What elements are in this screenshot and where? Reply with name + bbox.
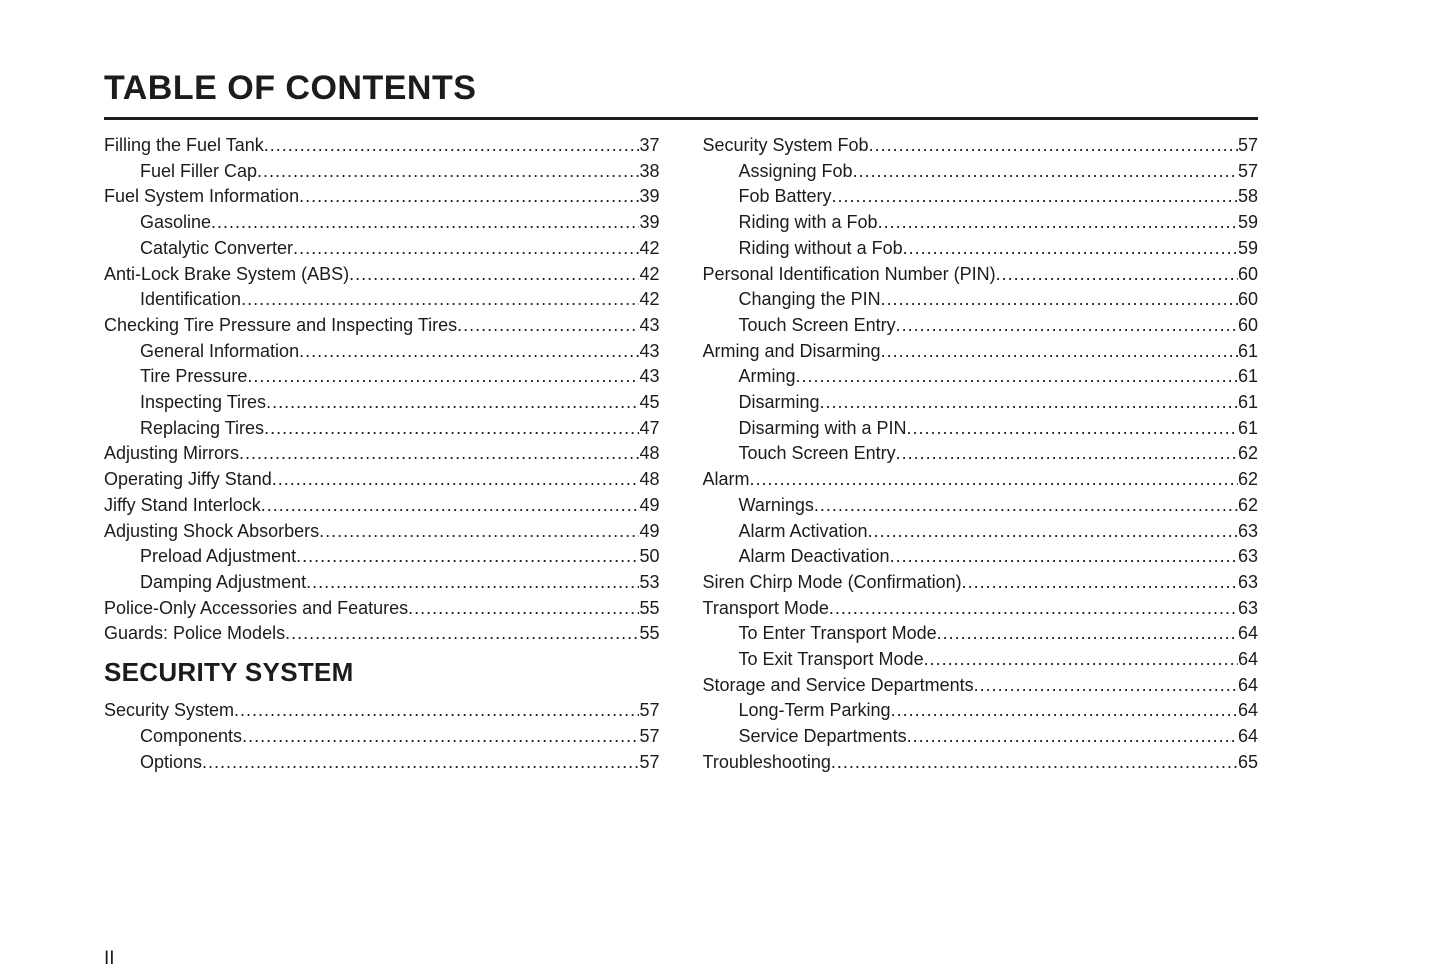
toc-entry — [703, 467, 1259, 493]
toc-entry-page: 49 — [639, 520, 660, 541]
toc-entry-page: 50 — [639, 546, 660, 567]
toc-entry — [104, 133, 660, 159]
toc-entry-page: 65 — [1237, 751, 1258, 772]
toc-entry-label: Arming — [738, 366, 796, 387]
toc-entry-page: 57 — [639, 726, 660, 747]
toc-entry-page: 62 — [1237, 469, 1258, 490]
toc-list-left-bottom — [104, 698, 660, 775]
toc-entry-page: 60 — [1237, 289, 1258, 310]
toc-entry-label: Identification — [140, 289, 242, 310]
toc-entry — [104, 519, 660, 545]
toc-entry-label: Inspecting Tires — [140, 392, 267, 413]
dot-leader — [868, 519, 1238, 545]
dot-leader — [264, 416, 639, 442]
toc-column-left — [104, 133, 660, 776]
toc-entry-label: Catalytic Converter — [140, 237, 294, 258]
toc-entry-label: Changing the PIN — [738, 289, 881, 310]
toc-entry-page: 63 — [1237, 520, 1258, 541]
toc-entry-label: Security System Fob — [702, 135, 869, 155]
toc-entry-page: 43 — [639, 314, 660, 335]
toc-columns — [104, 133, 1258, 776]
toc-entry-label: Riding without a Fob — [738, 237, 903, 258]
toc-entry-page: 45 — [639, 392, 660, 413]
toc-entry-label: Alarm Activation — [738, 520, 868, 541]
page-number-footer: II — [104, 948, 115, 969]
toc-entry-label: Fuel Filler Cap — [140, 160, 258, 181]
toc-entry-label: Police-Only Accessories and Features — [104, 597, 409, 618]
toc-entry — [104, 184, 660, 210]
toc-entry-page: 43 — [639, 366, 660, 387]
dot-leader — [349, 262, 639, 288]
dot-leader — [319, 519, 639, 545]
toc-entry-label: Checking Tire Pressure and Inspecting Tires — [104, 314, 458, 335]
dot-leader — [266, 390, 639, 416]
toc-entry-label: Replacing Tires — [140, 417, 265, 438]
toc-entry-label: Siren Chirp Mode (Confirmation) — [702, 571, 962, 592]
toc-entry — [703, 159, 1259, 185]
toc-entry-label: Tire Pressure — [140, 366, 248, 387]
toc-entry — [703, 390, 1259, 416]
title-divider — [104, 117, 1258, 120]
toc-entry-page: 64 — [1237, 674, 1258, 695]
toc-entry-page: 62 — [1237, 494, 1258, 515]
toc-entry-page: 55 — [639, 623, 660, 644]
dot-leader — [257, 159, 639, 185]
dot-leader — [962, 570, 1238, 596]
dot-leader — [869, 133, 1238, 159]
dot-leader — [296, 544, 639, 570]
toc-entry — [104, 364, 660, 390]
dot-leader — [937, 621, 1238, 647]
toc-entry — [703, 262, 1259, 288]
toc-list-right — [703, 133, 1259, 776]
toc-entry-label: Service Departments — [738, 726, 907, 747]
dot-leader — [881, 339, 1238, 365]
dot-leader — [814, 493, 1238, 519]
dot-leader — [299, 339, 639, 365]
toc-entry — [104, 596, 660, 622]
toc-entry-label: General Information — [140, 340, 300, 361]
toc-entry-label: Anti-Lock Brake System (ABS) — [104, 263, 350, 284]
toc-entry — [703, 364, 1259, 390]
toc-entry — [703, 544, 1259, 570]
dot-leader — [831, 750, 1238, 776]
toc-entry — [104, 390, 660, 416]
toc-entry-page: 57 — [639, 751, 660, 772]
dot-leader — [299, 184, 639, 210]
toc-entry-label: Arming and Disarming — [702, 340, 881, 361]
dot-leader — [878, 210, 1238, 236]
toc-entry — [104, 339, 660, 365]
toc-entry — [703, 493, 1259, 519]
toc-entry-label: Filling the Fuel Tank — [104, 135, 264, 155]
toc-entry-label: Personal Identification Number (PIN) — [702, 263, 996, 284]
toc-entry — [703, 287, 1259, 313]
toc-entry-label: Alarm Deactivation — [738, 546, 890, 567]
toc-entry — [703, 621, 1259, 647]
toc-entry-page: 55 — [639, 597, 660, 618]
toc-entry-label: To Exit Transport Mode — [738, 649, 924, 670]
toc-entry — [703, 313, 1259, 339]
dot-leader — [241, 287, 639, 313]
section-heading-security-system: SECURITY SYSTEM — [104, 657, 354, 688]
toc-entry — [703, 724, 1259, 750]
toc-entry — [104, 570, 660, 596]
toc-entry-label: Guards: Police Models — [104, 623, 286, 644]
toc-entry — [703, 647, 1259, 673]
toc-entry — [104, 698, 660, 724]
toc-entry — [703, 750, 1259, 776]
toc-entry-label: Preload Adjustment — [140, 546, 297, 567]
toc-entry — [104, 287, 660, 313]
dot-leader — [796, 364, 1238, 390]
toc-entry — [104, 313, 660, 339]
toc-entry-page: 59 — [1237, 237, 1258, 258]
toc-entry — [703, 416, 1259, 442]
toc-column-right — [703, 133, 1259, 776]
toc-entry — [104, 441, 660, 467]
toc-entry-label: Fuel System Information — [104, 186, 300, 207]
dot-leader — [242, 724, 639, 750]
toc-entry — [703, 519, 1259, 545]
toc-entry-label: Disarming — [738, 392, 820, 413]
toc-entry — [104, 750, 660, 776]
dot-leader — [261, 493, 640, 519]
toc-entry-page: 63 — [1237, 597, 1258, 618]
dot-leader — [924, 647, 1238, 673]
toc-entry-label: Damping Adjustment — [140, 571, 307, 592]
toc-entry-label: Long-Term Parking — [738, 700, 891, 721]
toc-entry-page: 42 — [639, 263, 660, 284]
toc-entry-page: 48 — [639, 443, 660, 464]
dot-leader — [247, 364, 639, 390]
toc-entry — [104, 467, 660, 493]
dot-leader — [264, 133, 640, 159]
toc-entry — [703, 339, 1259, 365]
toc-entry-page: 42 — [639, 289, 660, 310]
toc-entry-page: 61 — [1237, 392, 1258, 413]
toc-entry-page: 57 — [639, 700, 660, 721]
toc-entry — [703, 184, 1259, 210]
dot-leader — [891, 698, 1238, 724]
toc-entry-page: 61 — [1237, 340, 1258, 361]
toc-entry — [104, 493, 660, 519]
dot-leader — [896, 313, 1238, 339]
dot-leader — [974, 673, 1238, 699]
toc-entry-label: Components — [140, 726, 243, 747]
toc-entry-label: Assigning Fob — [738, 160, 853, 181]
toc-entry — [104, 724, 660, 750]
toc-entry-page: 49 — [639, 494, 660, 515]
toc-entry-page: 39 — [639, 212, 660, 233]
toc-entry-page: 48 — [639, 469, 660, 490]
toc-entry-label: Riding with a Fob — [738, 212, 878, 233]
toc-entry-page: 60 — [1237, 314, 1258, 335]
dot-leader — [234, 698, 639, 724]
toc-entry-label: Jiffy Stand Interlock — [104, 494, 261, 515]
dot-leader — [903, 236, 1238, 262]
toc-entry-label: Alarm — [702, 469, 750, 490]
toc-entry-page: 47 — [639, 417, 660, 438]
toc-entry-page: 64 — [1237, 700, 1258, 721]
toc-entry — [104, 544, 660, 570]
toc-entry-label: Gasoline — [140, 212, 212, 233]
toc-entry-page: 61 — [1237, 417, 1258, 438]
toc-entry-page: 57 — [1237, 160, 1258, 181]
dot-leader — [907, 416, 1238, 442]
toc-entry-page: 58 — [1237, 186, 1258, 207]
dot-leader — [285, 621, 639, 647]
toc-entry-label: Operating Jiffy Stand — [104, 469, 272, 490]
toc-entry-label: Touch Screen Entry — [738, 314, 896, 335]
toc-entry-label: Warnings — [738, 494, 814, 515]
toc-entry-label: Troubleshooting — [702, 751, 831, 772]
dot-leader — [272, 467, 640, 493]
toc-entry-page: 61 — [1237, 366, 1258, 387]
toc-entry-label: Options — [140, 751, 203, 772]
toc-list-left-top — [104, 133, 660, 647]
toc-entry-page: 57 — [1237, 135, 1258, 155]
toc-entry — [703, 441, 1259, 467]
toc-entry — [703, 570, 1259, 596]
toc-entry-label: Security System — [104, 700, 235, 721]
toc-entry-page: 42 — [639, 237, 660, 258]
toc-entry-page: 62 — [1237, 443, 1258, 464]
dot-leader — [853, 159, 1238, 185]
toc-entry-label: Adjusting Mirrors — [104, 443, 240, 464]
toc-entry-label: Touch Screen Entry — [738, 443, 896, 464]
dot-leader — [907, 724, 1238, 750]
dot-leader — [896, 441, 1238, 467]
toc-entry — [104, 621, 660, 647]
toc-entry-label: Transport Mode — [702, 597, 829, 618]
toc-entry — [104, 262, 660, 288]
toc-entry-label: To Enter Transport Mode — [738, 623, 937, 644]
toc-entry — [703, 210, 1259, 236]
dot-leader — [832, 184, 1238, 210]
toc-entry — [703, 236, 1259, 262]
toc-entry — [703, 673, 1259, 699]
dot-leader — [408, 596, 639, 622]
toc-entry-label: Fob Battery — [738, 186, 832, 207]
toc-entry-page: 63 — [1237, 546, 1258, 567]
toc-entry-page: 64 — [1237, 726, 1258, 747]
toc-entry-page: 60 — [1237, 263, 1258, 284]
toc-entry-page: 53 — [639, 571, 660, 592]
toc-entry-label: Adjusting Shock Absorbers — [104, 520, 320, 541]
dot-leader — [457, 313, 639, 339]
dot-leader — [293, 236, 639, 262]
dot-leader — [881, 287, 1238, 313]
toc-entry-page: 43 — [639, 340, 660, 361]
toc-entry — [104, 159, 660, 185]
toc-entry-page: 59 — [1237, 212, 1258, 233]
toc-entry-page: 37 — [639, 135, 660, 155]
toc-entry-page: 63 — [1237, 571, 1258, 592]
toc-entry-page: 39 — [639, 186, 660, 207]
dot-leader — [211, 210, 639, 236]
toc-entry — [104, 416, 660, 442]
toc-entry-page: 64 — [1237, 623, 1258, 644]
toc-entry-page: 38 — [639, 160, 660, 181]
dot-leader — [820, 390, 1238, 416]
toc-entry — [104, 210, 660, 236]
toc-entry-label: Disarming with a PIN — [738, 417, 907, 438]
toc-entry — [703, 133, 1259, 159]
toc-entry — [703, 698, 1259, 724]
toc-entry — [104, 236, 660, 262]
dot-leader — [750, 467, 1238, 493]
toc-entry-label: Storage and Service Departments — [702, 674, 974, 695]
toc-entry-page: 64 — [1237, 649, 1258, 670]
dot-leader — [890, 544, 1238, 570]
dot-leader — [996, 262, 1238, 288]
toc-entry — [703, 596, 1259, 622]
page-title: TABLE OF CONTENTS — [104, 69, 477, 107]
dot-leader — [202, 750, 639, 776]
dot-leader — [306, 570, 639, 596]
dot-leader — [829, 596, 1238, 622]
dot-leader — [239, 441, 639, 467]
